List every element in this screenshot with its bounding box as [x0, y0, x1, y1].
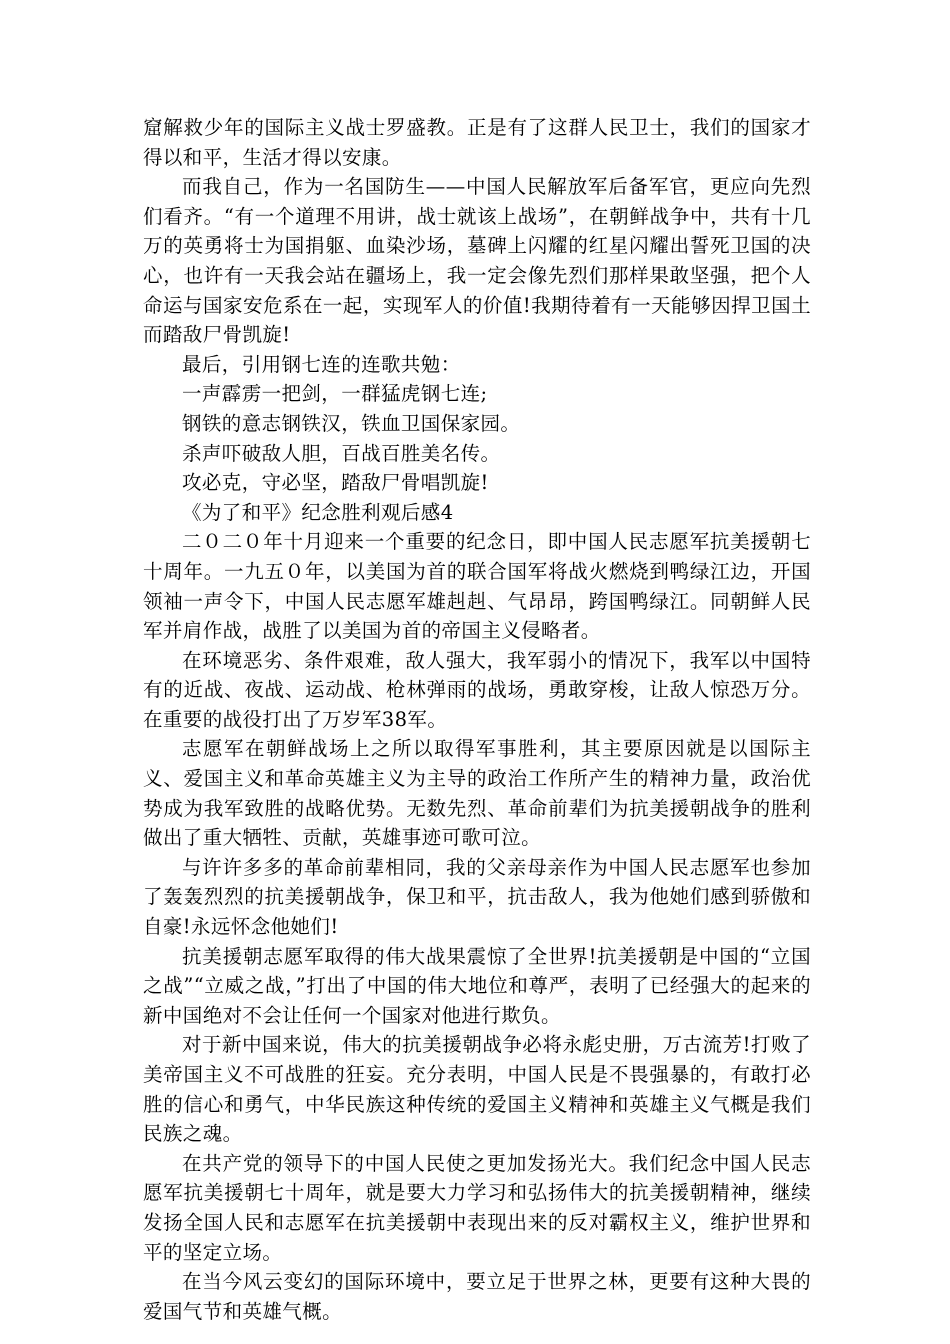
document-body [143, 113, 811, 1326]
paragraph: 而我自己，作为一名国防生——中国人民解放军后备军官，更应向先烈们看齐。“有一个道理不用讲，战士就该上战场”，在朝鲜战争中，共有十几万的英勇将士为国捐躯、血染沙场，墓碑上闪耀的红星闪耀出誓死卫国的决心，也许有一天我会站在疆场上，我一定会像先烈们那样果敢坚强，把个人命运与国家安危系在一起，实现军人的价值!我期待着有一天能够因捍卫国土而踏敌尸骨凯旋! [143, 175, 811, 347]
section-title: 《为了和平》纪念胜利观后感4 [182, 500, 454, 524]
poem-line: 攻必克，守必坚，踏敌尸骨唱凯旋! [182, 471, 489, 495]
paragraph: 对于新中国来说，伟大的抗美援朝战争必将永彪史册，万古流芳!打败了美帝国主义不可战胜的狂妄。充分表明，中国人民是不畏强暴的，有敢打必胜的信心和勇气，中华民族这种传统的爱国主义精神和英雄主义气概是我们民族之魂。 [143, 1033, 811, 1146]
paragraph: 最后，引用钢七连的连歌共勉： [182, 352, 461, 376]
poem-line: 钢铁的意志钢铁汉，铁血卫国保家园。 [182, 411, 521, 435]
paragraph: 在共产党的领导下的中国人民使之更加发扬光大。我们纪念中国人民志愿军抗美援朝七十周年，就是要大力学习和弘扬伟大的抗美援朝精神，继续发扬全国人民和志愿军在抗美援朝中表现出来的反对霸权主义，维护世界和平的坚定立场。 [143, 1151, 811, 1264]
paragraph: 在当今风云变幻的国际环境中，要立足于世界之林，更要有这种大畏的爱国气节和英雄气概。 [143, 1270, 811, 1323]
paragraph: 窟解救少年的国际主义战士罗盛教。正是有了这群人民卫士，我们的国家才得以和平，生活才得以安康。 [143, 116, 811, 169]
paragraph: 抗美援朝志愿军取得的伟大战果震惊了全世界!抗美援朝是中国的“立国之战”“立威之战，”打出了中国的伟大地位和尊严，表明了已经强大的起来的新中国绝对不会让任何一个国家对他进行欺负。 [143, 944, 811, 1027]
paragraph: 在环境恶劣、条件艰难，敌人强大，我军弱小的情况下，我军以中国特有的近战、夜战、运动战、枪林弹雨的战场，勇敢穿梭，让敌人惊恐万分。在重要的战役打出了万岁军38军。 [143, 648, 811, 731]
poem-line: 一声霹雳一把剑，一群猛虎钢七连; [182, 382, 488, 406]
poem-line: 杀声吓破敌人胆，百战百胜美名传。 [182, 441, 501, 465]
paragraph: 二０二０年十月迎来一个重要的纪念日，即中国人民志愿军抗美援朝七十周年。一九五０年，以美国为首的联合国军将战火燃烧到鸭绿江边，开国领袖一声令下，中国人民志愿军雄赳赳、气昂昂，跨国鸭绿江。同朝鲜人民军并肩作战，战胜了以美国为首的帝国主义侵略者。 [143, 530, 811, 643]
paragraph: 志愿军在朝鲜战场上之所以取得军事胜利，其主要原因就是以国际主义、爱国主义和革命英雄主义为主导的政治工作所产生的精神力量，政治优势成为我军致胜的战略优势。无数先烈、革命前辈们为抗美援朝战争的胜利做出了重大牺牲、贡献，英雄事迹可歌可泣。 [143, 737, 811, 850]
paragraph: 与许许多多的革命前辈相同，我的父亲母亲作为中国人民志愿军也参加了轰轰烈烈的抗美援朝战争，保卫和平，抗击敌人，我为他她们感到骄傲和自豪!永远怀念他她们! [143, 855, 811, 939]
